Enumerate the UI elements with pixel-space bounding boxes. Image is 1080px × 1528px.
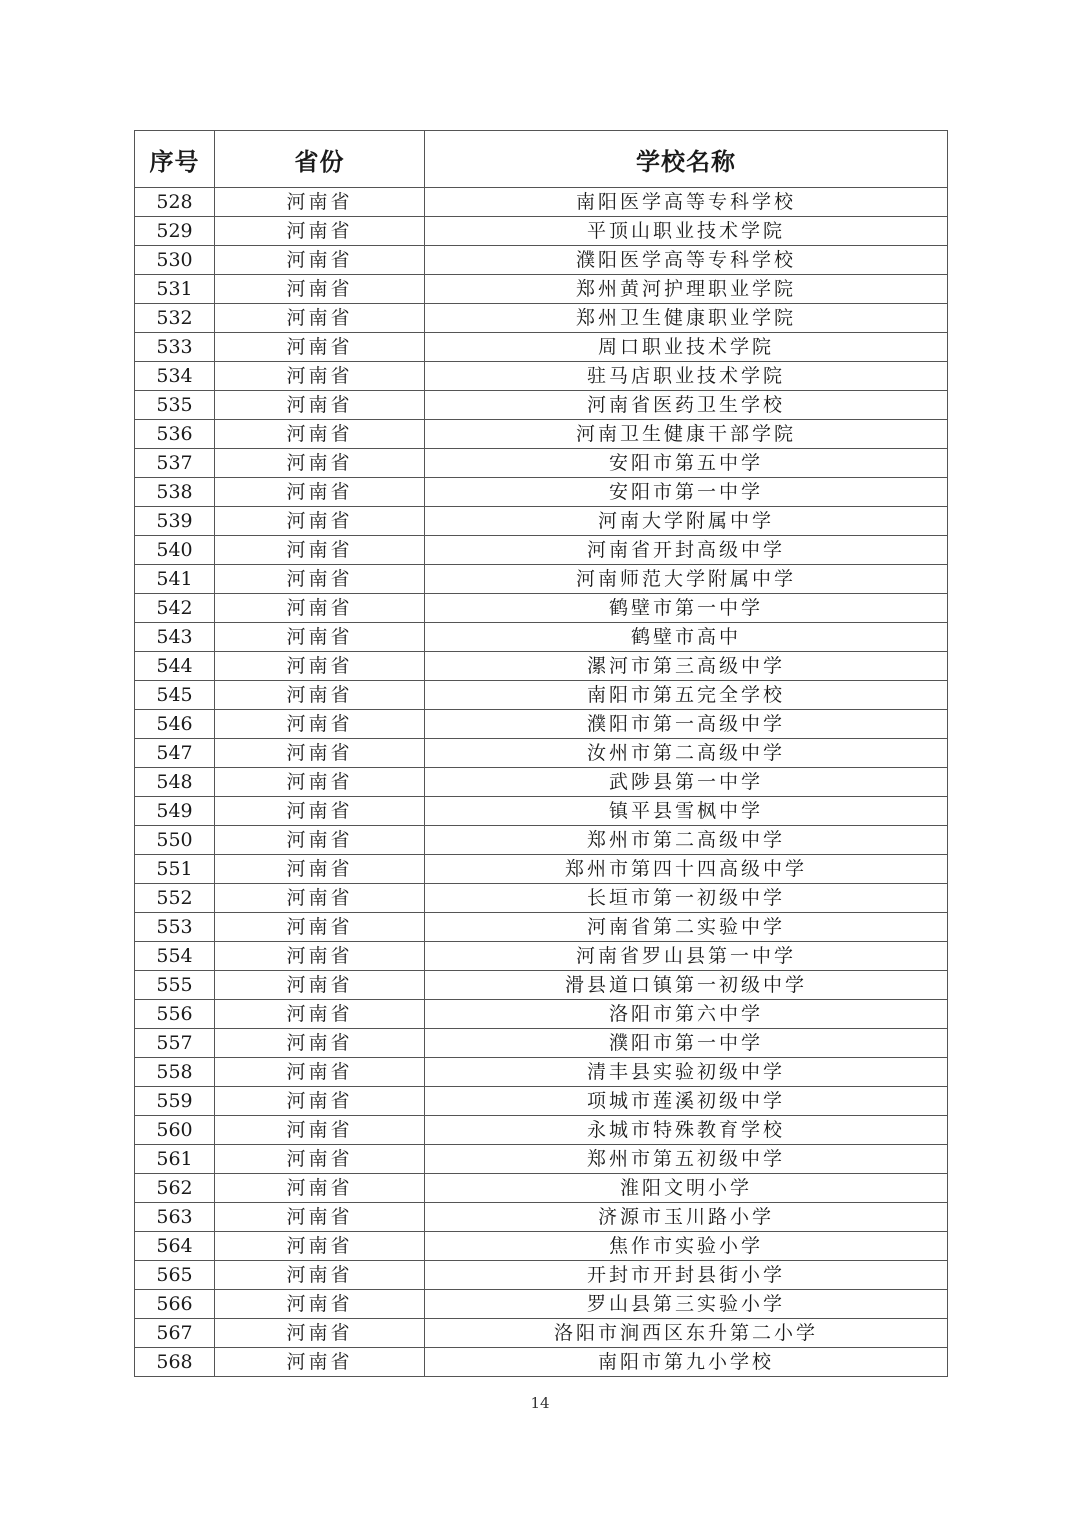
cell-school-name: 郑州市第二高级中学 xyxy=(425,826,948,855)
cell-school-name: 濮阳医学高等专科学校 xyxy=(425,246,948,275)
cell-province: 河南省 xyxy=(215,275,425,304)
table-row xyxy=(135,739,948,768)
cell-province: 河南省 xyxy=(215,1348,425,1377)
cell-school-name: 郑州黄河护理职业学院 xyxy=(425,275,948,304)
table-row xyxy=(135,188,948,217)
cell-province: 河南省 xyxy=(215,507,425,536)
table-row xyxy=(135,420,948,449)
table-body xyxy=(135,188,948,1377)
cell-school-name: 濮阳市第一中学 xyxy=(425,1029,948,1058)
cell-school-name: 安阳市第五中学 xyxy=(425,449,948,478)
table-row xyxy=(135,884,948,913)
cell-province: 河南省 xyxy=(215,652,425,681)
cell-province: 河南省 xyxy=(215,333,425,362)
cell-province: 河南省 xyxy=(215,1261,425,1290)
table-row xyxy=(135,449,948,478)
cell-serial-number: 560 xyxy=(135,1116,215,1145)
cell-school-name: 南阳医学高等专科学校 xyxy=(425,188,948,217)
cell-serial-number: 535 xyxy=(135,391,215,420)
header-serial-number: 序号 xyxy=(135,131,215,188)
cell-province: 河南省 xyxy=(215,884,425,913)
cell-province: 河南省 xyxy=(215,362,425,391)
cell-province: 河南省 xyxy=(215,1174,425,1203)
table-row xyxy=(135,478,948,507)
cell-serial-number: 542 xyxy=(135,594,215,623)
cell-school-name: 永城市特殊教育学校 xyxy=(425,1116,948,1145)
cell-serial-number: 537 xyxy=(135,449,215,478)
table-row xyxy=(135,391,948,420)
table-row xyxy=(135,797,948,826)
table-row xyxy=(135,362,948,391)
cell-province: 河南省 xyxy=(215,1116,425,1145)
table-row xyxy=(135,710,948,739)
cell-school-name: 濮阳市第一高级中学 xyxy=(425,710,948,739)
cell-serial-number: 550 xyxy=(135,826,215,855)
cell-serial-number: 565 xyxy=(135,1261,215,1290)
cell-school-name: 鹤壁市第一中学 xyxy=(425,594,948,623)
table-row xyxy=(135,333,948,362)
cell-school-name: 周口职业技术学院 xyxy=(425,333,948,362)
cell-serial-number: 532 xyxy=(135,304,215,333)
cell-school-name: 开封市开封县街小学 xyxy=(425,1261,948,1290)
page-number: 14 xyxy=(530,1394,550,1412)
table-row xyxy=(135,1319,948,1348)
cell-school-name: 洛阳市涧西区东升第二小学 xyxy=(425,1319,948,1348)
table-row xyxy=(135,1261,948,1290)
cell-school-name: 济源市玉川路小学 xyxy=(425,1203,948,1232)
cell-serial-number: 547 xyxy=(135,739,215,768)
cell-province: 河南省 xyxy=(215,768,425,797)
table-row xyxy=(135,246,948,275)
table-row xyxy=(135,681,948,710)
table-row xyxy=(135,1290,948,1319)
cell-province: 河南省 xyxy=(215,246,425,275)
cell-serial-number: 555 xyxy=(135,971,215,1000)
cell-school-name: 平顶山职业技术学院 xyxy=(425,217,948,246)
cell-province: 河南省 xyxy=(215,1058,425,1087)
cell-school-name: 汝州市第二高级中学 xyxy=(425,739,948,768)
table-row xyxy=(135,1232,948,1261)
cell-school-name: 驻马店职业技术学院 xyxy=(425,362,948,391)
cell-school-name: 河南卫生健康干部学院 xyxy=(425,420,948,449)
cell-school-name: 罗山县第三实验小学 xyxy=(425,1290,948,1319)
cell-school-name: 漯河市第三高级中学 xyxy=(425,652,948,681)
cell-serial-number: 566 xyxy=(135,1290,215,1319)
cell-serial-number: 545 xyxy=(135,681,215,710)
cell-serial-number: 551 xyxy=(135,855,215,884)
table-row xyxy=(135,913,948,942)
cell-serial-number: 543 xyxy=(135,623,215,652)
cell-province: 河南省 xyxy=(215,565,425,594)
cell-province: 河南省 xyxy=(215,391,425,420)
cell-serial-number: 538 xyxy=(135,478,215,507)
table-row xyxy=(135,536,948,565)
cell-serial-number: 529 xyxy=(135,217,215,246)
cell-serial-number: 533 xyxy=(135,333,215,362)
cell-serial-number: 567 xyxy=(135,1319,215,1348)
table-row xyxy=(135,942,948,971)
cell-province: 河南省 xyxy=(215,913,425,942)
cell-school-name: 清丰县实验初级中学 xyxy=(425,1058,948,1087)
cell-school-name: 项城市莲溪初级中学 xyxy=(425,1087,948,1116)
cell-school-name: 郑州市第五初级中学 xyxy=(425,1145,948,1174)
cell-serial-number: 556 xyxy=(135,1000,215,1029)
table-row xyxy=(135,1058,948,1087)
cell-school-name: 郑州卫生健康职业学院 xyxy=(425,304,948,333)
cell-province: 河南省 xyxy=(215,1290,425,1319)
cell-province: 河南省 xyxy=(215,855,425,884)
table-row xyxy=(135,275,948,304)
cell-school-name: 河南大学附属中学 xyxy=(425,507,948,536)
cell-serial-number: 536 xyxy=(135,420,215,449)
cell-serial-number: 534 xyxy=(135,362,215,391)
table-row xyxy=(135,855,948,884)
cell-serial-number: 564 xyxy=(135,1232,215,1261)
cell-school-name: 长垣市第一初级中学 xyxy=(425,884,948,913)
cell-serial-number: 559 xyxy=(135,1087,215,1116)
cell-school-name: 河南省开封高级中学 xyxy=(425,536,948,565)
cell-school-name: 河南省罗山县第一中学 xyxy=(425,942,948,971)
cell-serial-number: 539 xyxy=(135,507,215,536)
table-row xyxy=(135,304,948,333)
table-row xyxy=(135,1348,948,1377)
cell-province: 河南省 xyxy=(215,478,425,507)
cell-province: 河南省 xyxy=(215,1087,425,1116)
table-row xyxy=(135,971,948,1000)
cell-serial-number: 562 xyxy=(135,1174,215,1203)
cell-province: 河南省 xyxy=(215,826,425,855)
table-row xyxy=(135,217,948,246)
header-province: 省份 xyxy=(215,131,425,188)
cell-school-name: 武陟县第一中学 xyxy=(425,768,948,797)
header-school-name: 学校名称 xyxy=(425,131,948,188)
cell-school-name: 镇平县雪枫中学 xyxy=(425,797,948,826)
table-row xyxy=(135,1174,948,1203)
cell-school-name: 河南省医药卫生学校 xyxy=(425,391,948,420)
cell-school-name: 焦作市实验小学 xyxy=(425,1232,948,1261)
cell-province: 河南省 xyxy=(215,304,425,333)
table-row xyxy=(135,768,948,797)
table-row xyxy=(135,1145,948,1174)
cell-province: 河南省 xyxy=(215,188,425,217)
table-row xyxy=(135,623,948,652)
cell-school-name: 河南省第二实验中学 xyxy=(425,913,948,942)
cell-serial-number: 552 xyxy=(135,884,215,913)
school-list-table xyxy=(134,130,948,1377)
cell-school-name: 河南师范大学附属中学 xyxy=(425,565,948,594)
table-row xyxy=(135,826,948,855)
table-row xyxy=(135,565,948,594)
cell-province: 河南省 xyxy=(215,942,425,971)
cell-serial-number: 549 xyxy=(135,797,215,826)
table-row xyxy=(135,1116,948,1145)
cell-province: 河南省 xyxy=(215,1319,425,1348)
cell-school-name: 鹤壁市高中 xyxy=(425,623,948,652)
cell-province: 河南省 xyxy=(215,1232,425,1261)
cell-school-name: 滑县道口镇第一初级中学 xyxy=(425,971,948,1000)
cell-serial-number: 528 xyxy=(135,188,215,217)
cell-province: 河南省 xyxy=(215,1029,425,1058)
cell-province: 河南省 xyxy=(215,594,425,623)
cell-serial-number: 553 xyxy=(135,913,215,942)
cell-province: 河南省 xyxy=(215,420,425,449)
table-row xyxy=(135,1087,948,1116)
cell-serial-number: 546 xyxy=(135,710,215,739)
cell-serial-number: 540 xyxy=(135,536,215,565)
cell-school-name: 郑州市第四十四高级中学 xyxy=(425,855,948,884)
cell-school-name: 淮阳文明小学 xyxy=(425,1174,948,1203)
table-row xyxy=(135,652,948,681)
cell-province: 河南省 xyxy=(215,739,425,768)
cell-serial-number: 563 xyxy=(135,1203,215,1232)
cell-serial-number: 541 xyxy=(135,565,215,594)
cell-province: 河南省 xyxy=(215,681,425,710)
cell-serial-number: 554 xyxy=(135,942,215,971)
cell-school-name: 南阳市第九小学校 xyxy=(425,1348,948,1377)
cell-province: 河南省 xyxy=(215,797,425,826)
cell-serial-number: 568 xyxy=(135,1348,215,1377)
cell-province: 河南省 xyxy=(215,536,425,565)
cell-serial-number: 557 xyxy=(135,1029,215,1058)
table-row xyxy=(135,594,948,623)
cell-school-name: 南阳市第五完全学校 xyxy=(425,681,948,710)
cell-province: 河南省 xyxy=(215,449,425,478)
cell-serial-number: 548 xyxy=(135,768,215,797)
cell-serial-number: 531 xyxy=(135,275,215,304)
cell-province: 河南省 xyxy=(215,710,425,739)
cell-school-name: 安阳市第一中学 xyxy=(425,478,948,507)
table-row xyxy=(135,1203,948,1232)
cell-serial-number: 544 xyxy=(135,652,215,681)
cell-province: 河南省 xyxy=(215,1145,425,1174)
cell-serial-number: 558 xyxy=(135,1058,215,1087)
cell-serial-number: 530 xyxy=(135,246,215,275)
table-row xyxy=(135,1029,948,1058)
cell-province: 河南省 xyxy=(215,1000,425,1029)
cell-province: 河南省 xyxy=(215,217,425,246)
table-row xyxy=(135,507,948,536)
cell-serial-number: 561 xyxy=(135,1145,215,1174)
table-row xyxy=(135,1000,948,1029)
cell-province: 河南省 xyxy=(215,623,425,652)
cell-school-name: 洛阳市第六中学 xyxy=(425,1000,948,1029)
table-header-row xyxy=(135,131,948,188)
cell-province: 河南省 xyxy=(215,971,425,1000)
cell-province: 河南省 xyxy=(215,1203,425,1232)
